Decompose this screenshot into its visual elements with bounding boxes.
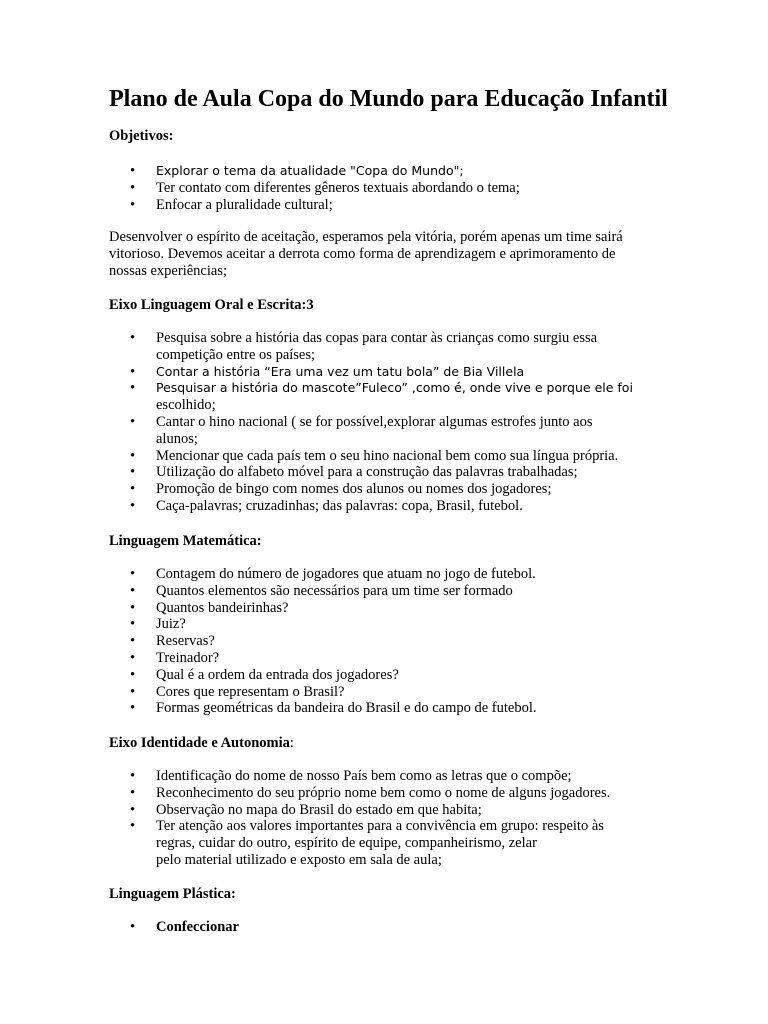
list-item [0,197,768,214]
list-item [0,380,768,414]
list-item [0,414,768,448]
paragraph-line: vitorioso. Devemos aceitar a derrota como forma de aprendizagem e aprimoramento de [109,245,616,262]
list-item-text: Qual é a ordem da entrada dos jogadores? [156,666,399,683]
bullet-icon: • [130,700,136,717]
bullet-icon: • [130,582,136,599]
list-item [0,768,768,785]
bullet-icon: • [130,380,136,397]
list-item-text: Promoção de bingo com nomes dos alunos ou nomes dos jogadores; [156,481,552,498]
list-item-text: Pesquisa sobre a história das copas para contar às crianças como surgiu essa [156,330,598,346]
bullet-icon: • [130,363,136,380]
list-item-text: Juiz? [156,616,186,633]
list-item-text: Contagem do número de jogadores que atuam no jogo de futebol. [156,566,536,582]
list-item [0,802,768,819]
list-item [0,633,768,650]
list-item-text: Mencionar que cada país tem o seu hino nacional bem como sua língua própria. [156,447,619,464]
list-item [0,464,768,481]
bullet-icon: • [130,330,136,346]
list-item [0,785,768,802]
list-item-text-cont: competição entre os países; [156,346,316,363]
bullet-icon: • [130,481,136,498]
identidade-list [0,768,768,869]
list-item-text: Pesquisar a história do mascote”Fuleco” ,como é, onde vive e porque ele foi [156,380,633,396]
bullet-icon: • [130,801,136,818]
list-item [0,448,768,465]
list-item-text: Reservas? [156,633,215,650]
bullet-icon: • [130,196,136,213]
bullet-icon: • [130,616,136,633]
section-heading-plastica: Linguagem Plástica: [109,886,236,902]
bullet-icon: • [130,163,136,179]
list-item-text: Formas geométricas da bandeira do Brasil e do campo de futebol. [156,700,537,717]
document-title: Plano de Aula Copa do Mundo para Educação Infantil [109,86,668,112]
list-item [0,600,768,617]
bullet-icon: • [130,599,136,616]
list-item-text: Confeccionar [156,919,239,935]
paragraph-line: nossas experiências; [109,262,227,279]
section-heading-linguagem-oral: Eixo Linguagem Oral e Escrita:3 [109,297,314,313]
section-heading-text: Eixo Identidade e Autonomia [109,735,290,751]
list-item-text: Cantar o hino nacional ( se for possível,explorar algumas estrofes junto aos [156,413,593,430]
bullet-icon: • [130,566,136,582]
bullet-icon: • [130,919,136,935]
list-item [0,818,768,868]
bullet-icon: • [130,649,136,666]
list-item-text: Quantos bandeirinhas? [156,599,289,616]
list-item-text: Ter contato com diferentes gêneros textuais abordando o tema; [156,179,520,196]
list-item-text: Ter atenção aos valores importantes para a convivência em grupo: respeito às [156,818,604,835]
bullet-icon: • [130,464,136,481]
list-item-text: Cores que representam o Brasil? [156,683,345,700]
list-item [0,180,768,197]
list-item-text-cont: pelo material utilizado e exposto em sala de aula; [156,851,442,868]
list-item [0,163,768,180]
objetivos-list [0,163,768,213]
list-item [0,583,768,600]
list-item-text-cont: regras, cuidar do outro, espírito de equipe, companheirismo, zelar [156,835,537,852]
list-item [0,364,768,381]
bullet-icon: • [130,768,136,784]
section-heading-identidade [109,734,294,752]
section-heading-matematica: Linguagem Matemática: [109,533,262,549]
list-item [0,616,768,633]
list-item-text: Quantos elementos são necessários para um time ser formado [156,582,513,599]
list-item [0,684,768,701]
list-item-text: Observação no mapa do Brasil do estado em que habita; [156,801,482,818]
list-item-text: Treinador? [156,649,220,666]
list-item-text-cont: alunos; [156,430,198,447]
list-item-text: Contar a história “Era uma vez um tatu bola” de Bia Villela [156,363,525,379]
linguagem-oral-list [0,330,768,515]
list-item-text: Enfocar a pluralidade cultural; [156,196,333,213]
list-item-text: Utilização do alfabeto móvel para a construção das palavras trabalhadas; [156,464,578,481]
plastica-list [0,919,768,936]
bullet-icon: • [130,447,136,464]
bullet-icon: • [130,413,136,430]
section-heading-objetivos: Objetivos: [109,128,174,144]
list-item-text-cont: escolhido; [156,397,216,414]
list-item [0,330,768,364]
list-item-text: Explorar o tema da atualidade "Copa do Mundo"; [156,163,464,178]
bullet-icon: • [130,497,136,514]
bullet-icon: • [130,683,136,700]
bullet-icon: • [130,666,136,683]
list-item-text: Caça-palavras; cruzadinhas; das palavras: copa, Brasil, futebol. [156,497,523,514]
list-item [0,498,768,515]
list-item-text: Reconhecimento do seu próprio nome bem como o nome de alguns jogadores. [156,784,611,801]
bullet-icon: • [130,818,136,835]
list-item [0,700,768,717]
list-item [0,919,768,936]
matematica-list [0,566,768,717]
bullet-icon: • [130,179,136,196]
paragraph-line: Desenvolver o espírito de aceitação, esperamos pela vitória, porém apenas um time sairá [109,229,623,245]
list-item [0,481,768,498]
bullet-icon: • [130,784,136,801]
list-item [0,667,768,684]
section-heading-colon: : [289,735,294,751]
list-item-text: Identificação do nome de nosso País bem como as letras que o compõe; [156,768,572,784]
objetivos-paragraph [109,229,669,279]
bullet-icon: • [130,633,136,650]
list-item [0,650,768,667]
list-item [0,566,768,583]
